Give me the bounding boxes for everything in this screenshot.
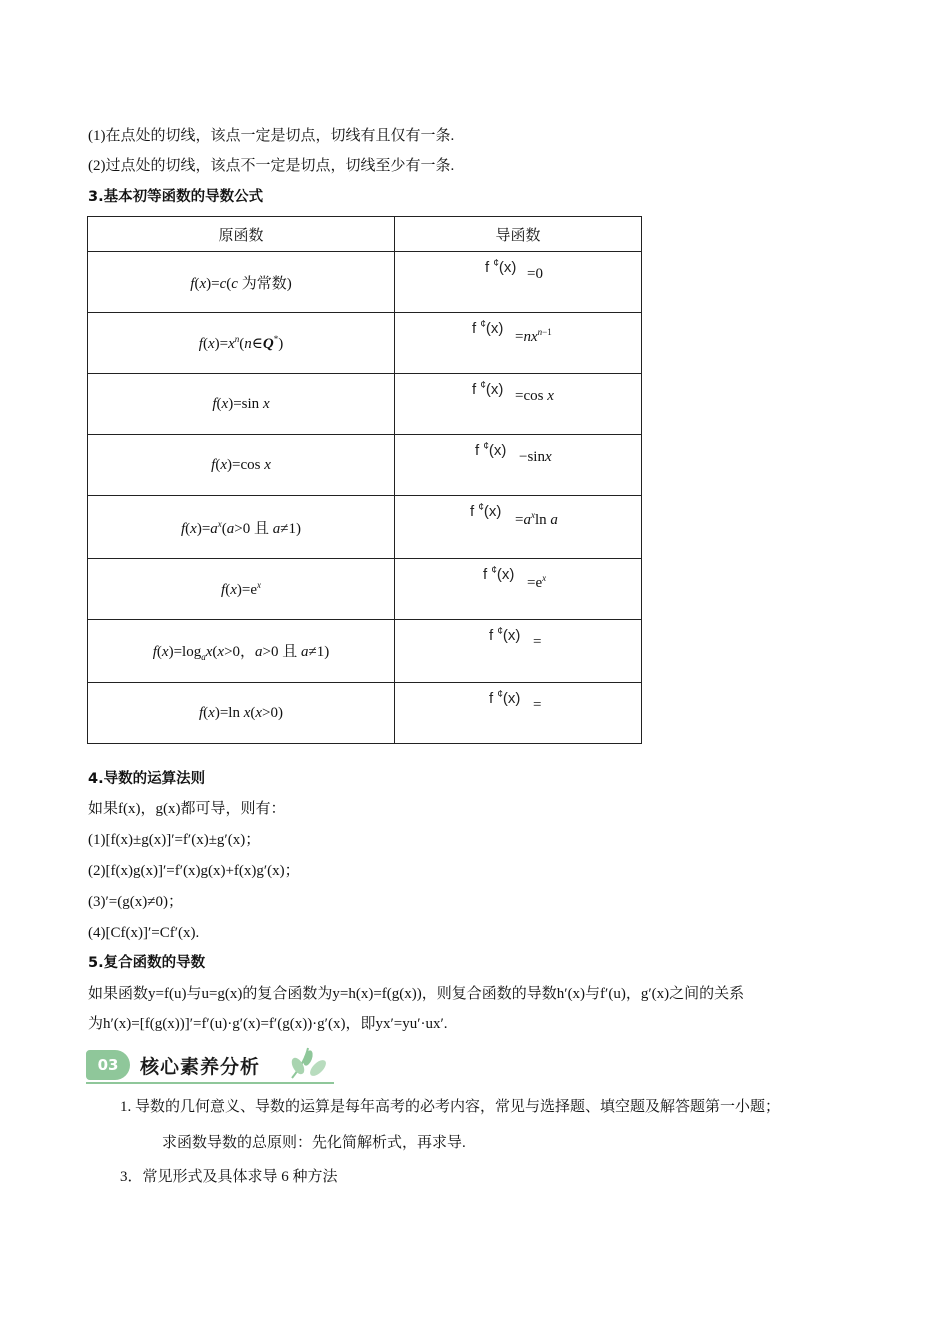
original-cell: f(x)=sin x — [88, 374, 395, 435]
derivative-cell — [395, 496, 642, 559]
table-row — [88, 683, 642, 744]
table-row — [88, 435, 642, 496]
derivative-value: =cos x — [515, 388, 554, 404]
derivative-value: $=a^x\ln$ a — [515, 510, 558, 528]
derivative-value: = — [533, 697, 542, 713]
intro-line-2: (2)过点处的切线，该点不一定是切点，切线至少有一条. — [88, 158, 455, 174]
derivative-cell — [395, 559, 642, 620]
derivative-value: $=e^x$ — [527, 573, 547, 591]
derivative-value: $=nx^{n-1}$ — [515, 327, 552, 345]
original-cell: f(x)=ln x(x>0) — [88, 683, 395, 744]
banner-number: 03 — [86, 1050, 130, 1080]
derivative-value: −sinx — [519, 449, 552, 465]
table-row — [88, 252, 642, 313]
f-prime-label: f ¢(x) — [475, 441, 507, 459]
original-cell: f(x)=c(c 为常数) — [88, 252, 395, 313]
original-cell: $f(x)=e^x$ — [88, 559, 395, 620]
analysis-item-1: 1. 导数的几何意义、导数的运算是每年高考的必考内容，常见与选择题、填空题及解答题第一小题； — [120, 1099, 781, 1115]
section4-heading: 4.导数的运算法则 — [88, 771, 206, 787]
leaf-icon — [286, 1044, 330, 1084]
section4-intro: 如果f(x)，g(x)都可导，则有： — [88, 801, 286, 817]
section5-para-2: 为h′(x)=[f(g(x))]′=f′(u)·g′(x)=f′(g(x))·g′(x)，即yx′=yu′·ux′. — [88, 1016, 448, 1032]
derivative-value: =0 — [527, 266, 543, 282]
f-prime-label: f ¢(x) — [489, 626, 521, 644]
derivative-cell — [395, 374, 642, 435]
banner-title: 核心素养分析 — [140, 1056, 261, 1078]
derivative-table — [87, 216, 642, 744]
col-derivative-header: 导函数 — [395, 217, 642, 252]
f-prime-label: f ¢(x) — [489, 689, 521, 707]
section5-para-1: 如果函数y=f(u)与u=g(x)的复合函数为y=h(x)=f(g(x))，则复合函数的导数h′(x)与f′(u)，g′(x)之间的关系 — [88, 986, 745, 1002]
derivative-cell — [395, 435, 642, 496]
derivative-value: = — [533, 634, 542, 650]
rule-3: (3)′=(g(x)≠0)； — [88, 894, 183, 910]
rule-4: (4)[Cf(x)]′=Cf′(x). — [88, 925, 200, 941]
original-cell: $f(x)=\log_ax(x>0$，a>0 且 a≠1) — [88, 620, 395, 683]
table-row — [88, 313, 642, 374]
table-header-row — [88, 217, 642, 252]
derivative-cell — [395, 620, 642, 683]
analysis-item-1b: 求函数导数的总原则：先化简解析式，再求导. — [162, 1135, 466, 1151]
table-row — [88, 374, 642, 435]
f-prime-label: f ¢(x) — [470, 502, 502, 520]
original-cell: f(x)=cos x — [88, 435, 395, 496]
table-row — [88, 620, 642, 683]
f-prime-label: f ¢(x) — [485, 258, 517, 276]
intro-line-1: (1)在点处的切线，该点一定是切点，切线有且仅有一条. — [88, 128, 455, 144]
f-prime-label: f ¢(x) — [472, 380, 504, 398]
analysis-item-3: 3．常见形式及具体求导 6 种方法 — [120, 1169, 338, 1185]
table-row — [88, 559, 642, 620]
rule-1: (1)[f(x)±g(x)]′=f′(x)±g′(x)； — [88, 832, 261, 848]
col-original-header: 原函数 — [88, 217, 395, 252]
table-row — [88, 496, 642, 559]
derivative-cell — [395, 313, 642, 374]
original-cell: $f(x)=a^x(a>0$ 且 a≠1) — [88, 496, 395, 559]
f-prime-label: f ¢(x) — [483, 565, 515, 583]
f-prime-label: f ¢(x) — [472, 319, 504, 337]
rule-2: (2)[f(x)g(x)]′=f′(x)g(x)+f(x)g′(x)； — [88, 863, 300, 879]
derivative-cell — [395, 252, 642, 313]
section5-heading: 5.复合函数的导数 — [88, 955, 206, 971]
section3-heading: 3.基本初等函数的导数公式 — [88, 189, 264, 205]
section-banner — [86, 1044, 336, 1084]
derivative-cell — [395, 683, 642, 744]
original-cell: $f(x)=x^n(n\in Q^*)$ — [88, 313, 395, 374]
